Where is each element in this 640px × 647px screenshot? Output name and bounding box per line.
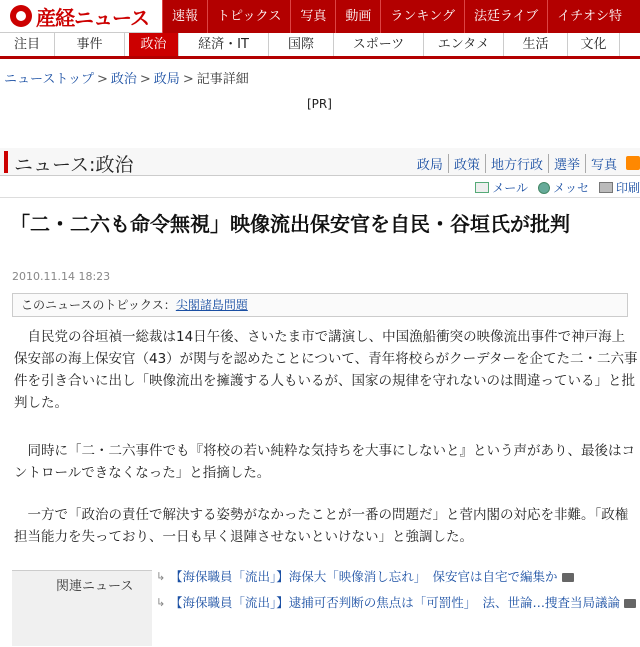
top-nav-court-live[interactable]: 法廷ライブ [464, 0, 547, 33]
related-news-label: 関連ニュース [12, 570, 152, 646]
breadcrumb-news-top[interactable]: ニューストップ [4, 72, 94, 87]
article-date: 2010.11.14 18:23 [12, 270, 111, 283]
print-button[interactable]: 印刷 [599, 179, 640, 196]
site-logo[interactable] [0, 0, 162, 33]
messenger-icon [538, 182, 550, 194]
mail-icon [475, 182, 489, 193]
news-section-header [0, 148, 640, 176]
article-tools [0, 178, 640, 198]
messe-button[interactable]: メッセ [538, 179, 589, 196]
top-nav-ichioshi[interactable]: イチオシ特 [547, 0, 631, 33]
related-news-list [156, 568, 636, 620]
article-paragraph: 一方で「政治の責任で解決する姿勢がなかったことが一番の問題だ」と菅内閣の対応を非難。「政権担当能力を失っており、一日も早く退陣させないといけない」と強調した。 [14, 507, 629, 545]
logo-text: 産経ニュース [36, 5, 149, 30]
section-nav [0, 33, 640, 59]
top-nav-ranking[interactable]: ランキング [380, 0, 464, 33]
news-section-title: ニュース:政治 [14, 154, 134, 176]
topic-label: このニュースのトピックス： [21, 298, 176, 312]
article-headline: 「二・二六も命令無視」映像流出保安官を自民・谷垣氏が批判 [10, 212, 570, 236]
topic-box [12, 293, 628, 317]
breadcrumb-seiji[interactable]: 政治 [110, 72, 137, 87]
sankei-logo-icon [10, 5, 32, 27]
section-tab-jiken[interactable]: 事件 [55, 33, 125, 56]
breadcrumb-seikyoku[interactable]: 政局 [153, 72, 180, 87]
top-nav-video[interactable]: 動画 [335, 0, 380, 33]
printer-icon [599, 182, 613, 193]
link-photo[interactable]: 写真 [585, 154, 622, 173]
section-tab-sports[interactable]: スポーツ [334, 33, 424, 56]
section-tab-chumoku[interactable]: 注目 [0, 33, 55, 56]
section-tab-entame[interactable]: エンタメ [424, 33, 504, 56]
section-accent-bar [4, 151, 8, 173]
article-paragraph: 同時に「二・二六事件でも『将校の若い純粋な気持ちを大事にしないと』という声があり、最後はコントロールできなくなった」と指摘した。 [14, 443, 635, 481]
mail-button[interactable]: メール [475, 179, 528, 196]
related-news-item[interactable]: ↳ 【海保職員「流出」】逮捕可否判断の焦点は「可罰性」 法、世論…捜査当局議論 [156, 594, 636, 612]
link-chihou-gyousei[interactable]: 地方行政 [485, 154, 548, 173]
rss-icon[interactable] [626, 156, 640, 170]
breadcrumb: ニューストップ > 政治 > 政局 > 記事詳細 [4, 72, 249, 87]
camera-icon [562, 573, 574, 582]
breadcrumb-current: 記事詳細 [196, 72, 249, 87]
link-seikyoku[interactable]: 政局 [416, 158, 443, 173]
pr-label[interactable]: [PR] [307, 97, 332, 111]
section-tab-seiji[interactable]: 政治 [129, 33, 179, 56]
top-nav-sokuhou[interactable]: 速報 [162, 0, 207, 33]
article-paragraph: 自民党の谷垣禎一総裁は14日午後、さいたま市で講演し、中国漁船衝突の映像流出事件で神戸海上保安部の海上保安官（43）が関与を認めたことについて、青年将校らがクーデターを企てた二・二六事件を引き合いに出し「映像流出を擁護する人もいるが、国家の規律を守れないのは間違っている」と批判した。 [14, 329, 638, 411]
section-tab-bunka[interactable]: 文化 [568, 33, 620, 56]
section-tab-seikatsu[interactable]: 生活 [504, 33, 568, 56]
news-section-links [412, 154, 640, 173]
camera-icon [624, 599, 636, 608]
link-senkyo[interactable]: 選挙 [548, 154, 585, 173]
top-nav [162, 0, 631, 33]
link-seisaku[interactable]: 政策 [448, 154, 485, 173]
section-tab-kokusai[interactable]: 国際 [269, 33, 334, 56]
top-nav-topics[interactable]: トピックス [207, 0, 290, 33]
topic-link[interactable]: 尖閣諸島問題 [175, 298, 248, 312]
top-nav-photo[interactable]: 写真 [290, 0, 335, 33]
section-tab-keizai[interactable]: 経済・IT [179, 33, 269, 56]
top-header [0, 0, 640, 33]
related-news-item[interactable]: ↳ 【海保職員「流出」】海保大「映像消し忘れ」 保安官は自宅で編集か [156, 568, 636, 586]
